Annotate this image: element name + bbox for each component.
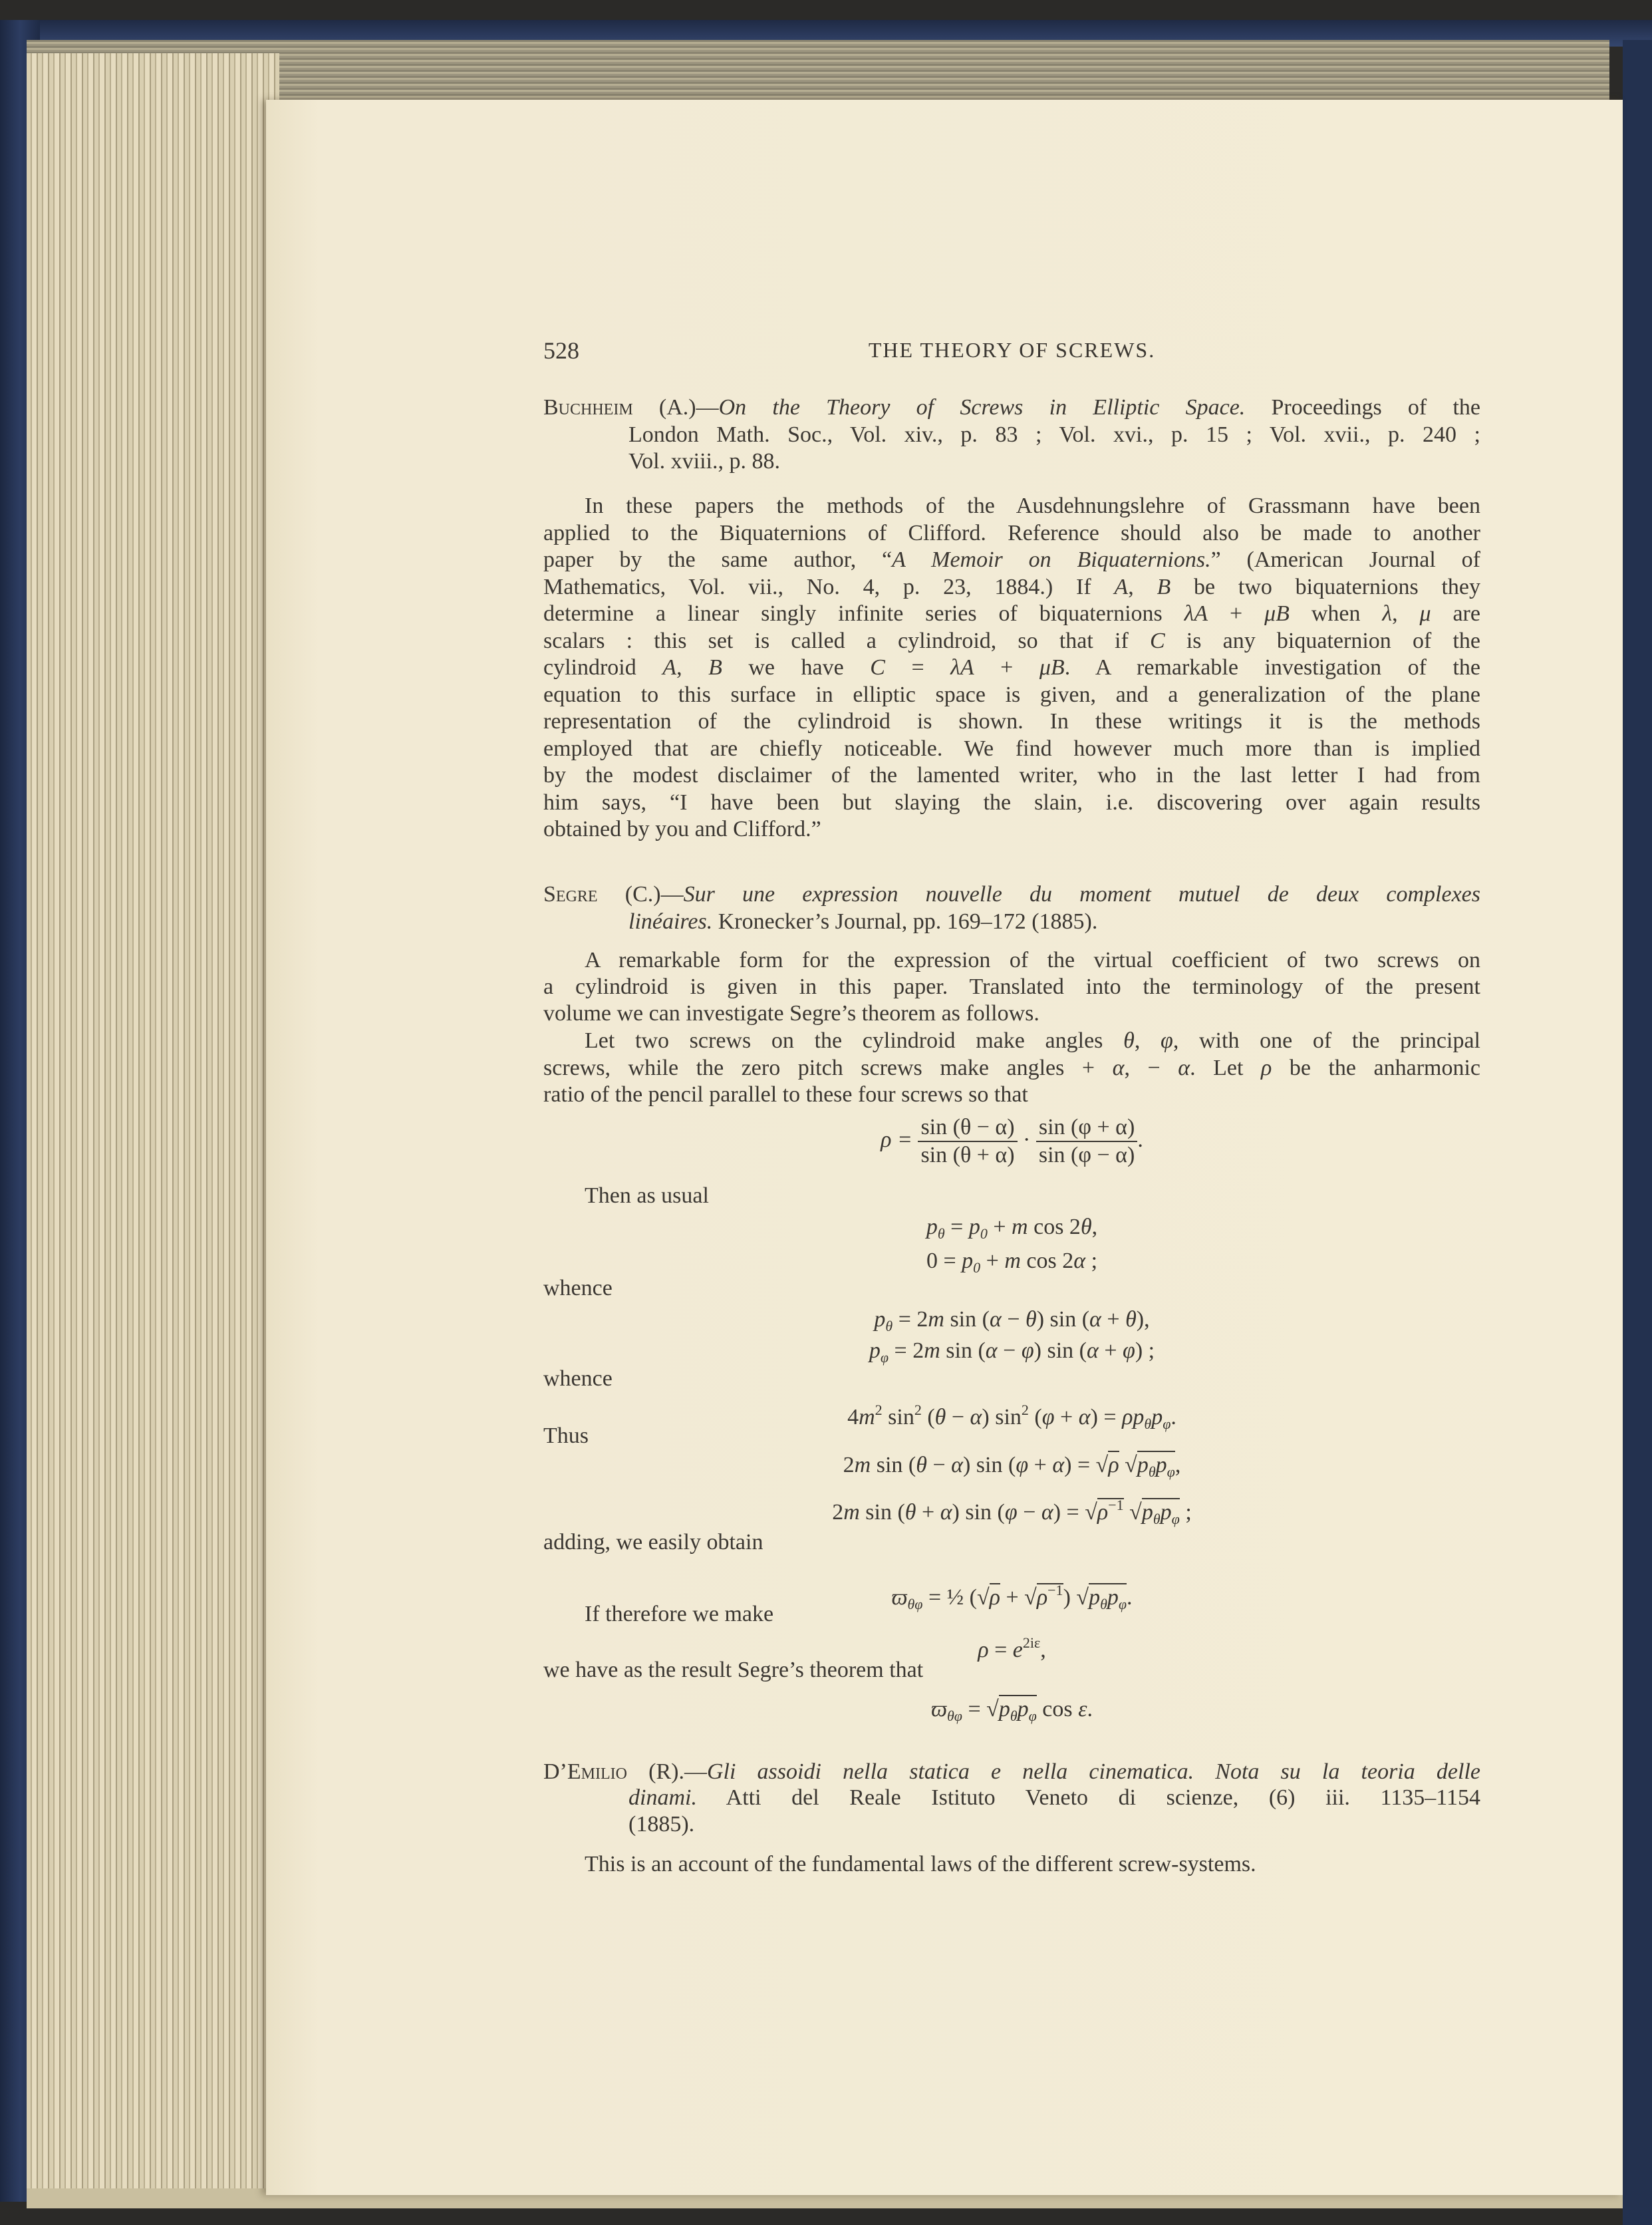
text-run: θ xyxy=(916,1453,927,1477)
text-run: , xyxy=(1174,1453,1181,1477)
paragraph-line xyxy=(585,1027,1480,1054)
text-run: D’Emilio xyxy=(543,1759,627,1784)
text-run: ” (American Journal of xyxy=(1210,547,1480,572)
superscript: 2 xyxy=(1021,1402,1029,1418)
text-run: Sur une expression nouvelle du moment mutuel de deux complexes xyxy=(683,882,1480,907)
text-run: Mathematics, Vol. vii., No. 4, p. 23, 1884.) If xyxy=(543,575,1115,599)
equation-rho-anharmonic xyxy=(543,1114,1480,1169)
text-run: α xyxy=(1112,1056,1125,1080)
subscript: θ xyxy=(937,1225,945,1242)
text-run: a cylindroid is given in this paper. Translated into the terminology of the present xyxy=(543,974,1480,999)
running-title: THE THEORY OF SCREWS. xyxy=(868,338,1156,362)
subscript: 0 xyxy=(973,1259,981,1276)
subscript: θφ xyxy=(907,1596,923,1612)
connective-text: whence xyxy=(543,1276,613,1300)
text-run: θ xyxy=(1125,1307,1137,1332)
text-run: φ xyxy=(1016,1453,1029,1477)
text-run: θ xyxy=(1026,1307,1037,1332)
text-run: paper by the same author, “ xyxy=(543,547,893,572)
text-run: 2 xyxy=(832,1500,844,1525)
paragraph-line xyxy=(543,762,1480,789)
text-run: . Let xyxy=(1190,1056,1261,1080)
text-run: − xyxy=(997,1338,1022,1363)
connective-text: adding, we easily obtain xyxy=(543,1530,763,1555)
text-run: is any biquaternion of the xyxy=(1165,629,1480,653)
text-run: ) sin ( xyxy=(952,1500,1005,1525)
text-run: Proceedings of the xyxy=(1245,395,1480,420)
text-run: λ xyxy=(1382,601,1393,626)
subscript: φ xyxy=(1118,1596,1127,1612)
equation xyxy=(543,1396,1480,1437)
text-run: μB xyxy=(1039,655,1065,680)
text-run: + xyxy=(916,1500,940,1525)
text-run: p xyxy=(1137,1453,1149,1477)
text-run: α xyxy=(1073,1249,1086,1273)
radicand xyxy=(1142,1498,1180,1525)
radicand xyxy=(1097,1498,1124,1525)
subscript: φ xyxy=(1163,1415,1171,1432)
text-run: m xyxy=(1012,1215,1028,1239)
text-run: ratio of the pencil parallel to these four screws so that xyxy=(543,1082,1028,1107)
text-run: are xyxy=(1431,601,1480,626)
radical-sign-icon: √ xyxy=(1076,1585,1089,1610)
paragraph-line xyxy=(585,947,1480,974)
text-run: μB xyxy=(1264,601,1290,626)
paragraph-line xyxy=(543,973,1480,1000)
text-run: 0 = xyxy=(926,1249,962,1273)
superscript: −1 xyxy=(1108,1497,1124,1513)
text-run: p xyxy=(1155,1453,1167,1477)
text-run: 2 xyxy=(843,1453,855,1477)
text-run: , xyxy=(1128,575,1157,599)
text-run: ρ xyxy=(1036,1585,1048,1610)
text-run: Kronecker’s Journal, pp. 169–172 (1885). xyxy=(712,909,1098,934)
text-run: ) sin xyxy=(982,1405,1022,1429)
subscript: φ xyxy=(1167,1463,1175,1480)
subscript: θ xyxy=(1148,1463,1156,1480)
citation-segre-line xyxy=(628,908,1097,935)
paragraph-line xyxy=(543,1054,1480,1082)
text-run: sin ( xyxy=(944,1307,990,1332)
text-run: (R).— xyxy=(626,1759,707,1784)
paragraph-line xyxy=(585,1851,1256,1878)
text-run: , xyxy=(1091,1215,1098,1239)
text-run: Gli assoidi nella statica e nella cinematica. Nota su la teoria delle xyxy=(706,1759,1480,1784)
subscript: φ xyxy=(1028,1707,1037,1724)
text-run: φ xyxy=(1021,1338,1034,1363)
page-side-edges xyxy=(27,53,279,2202)
radical-sign-icon: √ xyxy=(1024,1585,1037,1610)
citation-buchheim-line xyxy=(628,448,780,475)
text-run: ρ xyxy=(978,1638,989,1662)
equation-segre-theorem xyxy=(543,1696,1480,1729)
text-run: φ xyxy=(1123,1338,1135,1363)
text-run: ρ xyxy=(1097,1500,1109,1525)
text-run xyxy=(1119,1453,1125,1477)
text-run: ) xyxy=(1063,1585,1077,1610)
text-run: ( xyxy=(921,1405,935,1429)
fraction xyxy=(918,1114,1017,1169)
denominator: sin (θ + α) xyxy=(920,1143,1015,1167)
text-run: . xyxy=(1127,1585,1133,1610)
text-run: + xyxy=(1028,1453,1053,1477)
text-run: = ½ ( xyxy=(922,1585,977,1610)
text-run: (1885). xyxy=(628,1812,695,1837)
text-run: Let two screws on the cylindroid make angles xyxy=(585,1028,1124,1053)
radicand xyxy=(1137,1451,1175,1480)
radicand xyxy=(990,1583,1000,1610)
text-run: ) ; xyxy=(1135,1338,1155,1363)
text-run: B xyxy=(1157,575,1171,599)
text-run: This is an account of the fundamental laws of the different screw-systems. xyxy=(585,1852,1256,1876)
text-run: ) = xyxy=(1090,1405,1123,1429)
paragraph-line xyxy=(543,654,1480,681)
text-run: C xyxy=(1149,629,1165,653)
radicand xyxy=(1108,1451,1119,1477)
text-run: α xyxy=(1078,1405,1091,1429)
text-run: ) sin ( xyxy=(1036,1307,1090,1332)
text-run: applied to the Biquaternions of Clifford. Reference should also be made to another xyxy=(543,521,1480,545)
text-run: by the modest disclaimer of the lamented writer, who in the last letter I had from xyxy=(543,763,1480,788)
text-run: A xyxy=(1114,575,1129,599)
text-run: p xyxy=(1017,1697,1029,1721)
text-run: − xyxy=(1017,1500,1041,1525)
subscript: θ xyxy=(1010,1707,1018,1724)
text-run: m xyxy=(924,1338,940,1363)
text-run: dinami. xyxy=(628,1785,697,1810)
radical-sign-icon: √ xyxy=(976,1585,990,1610)
text-run: + xyxy=(987,1215,1012,1239)
text-run: = xyxy=(885,655,951,680)
numerator: sin (φ + α) xyxy=(1036,1114,1137,1142)
text-run: be the anharmonic xyxy=(1272,1056,1481,1080)
text-run: volume we can investigate Segre’s theorem as follows. xyxy=(543,1001,1039,1026)
paragraph-line xyxy=(543,600,1480,627)
citation-demilio-line xyxy=(628,1784,1480,1811)
text-run: m xyxy=(859,1405,875,1429)
text-run: α xyxy=(940,1500,952,1525)
connective-text: Then as usual xyxy=(585,1183,709,1208)
radical-sign-icon: √ xyxy=(1125,1453,1137,1477)
paragraph-line xyxy=(543,573,1480,601)
page-number: 528 xyxy=(543,337,579,364)
text-run: Vol. xviii., p. 88. xyxy=(628,449,780,474)
paragraph-line xyxy=(543,816,821,843)
text-run: , xyxy=(1134,1028,1161,1053)
connective-text: If therefore we make xyxy=(585,1602,774,1626)
text-run: ρp xyxy=(1122,1405,1145,1429)
text-run: ) = xyxy=(1064,1453,1096,1477)
text-run: p xyxy=(874,1307,886,1332)
text-run: = 2 xyxy=(893,1307,928,1332)
text-run: + xyxy=(974,655,1039,680)
text-run: p xyxy=(968,1215,980,1239)
text-run: ), xyxy=(1136,1307,1150,1332)
superscript: −1 xyxy=(1047,1582,1063,1598)
citation-demilio-line xyxy=(628,1811,694,1838)
text-run: when xyxy=(1289,601,1383,626)
radicand xyxy=(998,1695,1037,1724)
text-run: e xyxy=(1012,1638,1023,1662)
text-run: α xyxy=(1052,1453,1065,1477)
text-run: α xyxy=(1178,1056,1190,1080)
text-run: 4 xyxy=(847,1405,859,1429)
equation xyxy=(543,1247,1480,1281)
subscript: θ xyxy=(1153,1511,1161,1527)
equation xyxy=(543,1306,1480,1340)
subscript: θ xyxy=(885,1318,893,1334)
equation xyxy=(543,1213,1480,1247)
text-run: A remarkable form for the expression of the virtual coefficient of two screws on xyxy=(585,948,1480,972)
text-run: φ xyxy=(1004,1500,1018,1525)
text-run: ϖ xyxy=(930,1697,947,1721)
text-run: + xyxy=(980,1249,1005,1273)
text-run: + xyxy=(1208,601,1265,626)
text-run: m xyxy=(854,1453,871,1477)
fraction xyxy=(1036,1114,1137,1169)
text-run: ) sin ( xyxy=(962,1453,1016,1477)
text-run: = xyxy=(962,1697,987,1721)
text-run: μ xyxy=(1419,601,1431,626)
text-run: , − xyxy=(1124,1056,1178,1080)
connective-text: we have as the result Segre’s theorem that xyxy=(543,1658,924,1682)
text-run: cos 2 xyxy=(1028,1215,1081,1239)
text-run: − xyxy=(946,1405,970,1429)
text-run: sin ( xyxy=(871,1453,916,1477)
denominator: sin (φ − α) xyxy=(1038,1143,1135,1167)
radical-sign-icon: √ xyxy=(1085,1500,1097,1525)
text-run: screws, while the zero pitch screws make angles + xyxy=(543,1056,1113,1080)
text-run: . xyxy=(1087,1697,1093,1721)
text-run: sin ( xyxy=(859,1500,905,1525)
text-run: p xyxy=(1151,1405,1163,1429)
text-run: him says, “I have been but slaying the slain, i.e. discovering over again results xyxy=(543,790,1480,815)
text-run: C xyxy=(870,655,885,680)
text-run: = xyxy=(944,1215,969,1239)
text-run: Atti del Reale Istituto Veneto di scienze, (6) iii. 1135–1154 xyxy=(696,1785,1480,1810)
text-run: ρ xyxy=(1108,1453,1119,1477)
text-run: linéaires. xyxy=(628,909,713,934)
text-run: p xyxy=(1107,1585,1119,1610)
subscript: φ xyxy=(880,1349,889,1366)
paragraph-line xyxy=(543,519,1480,547)
paragraph-line xyxy=(585,492,1480,519)
subscript: θ xyxy=(1100,1596,1107,1612)
text-run: cylindroid xyxy=(543,655,663,680)
text-run: employed that are chiefly noticeable. We find however much more than is implied xyxy=(543,736,1480,761)
text-run: we have xyxy=(722,655,871,680)
text-run: ρ xyxy=(989,1585,1000,1610)
paragraph-line xyxy=(543,1000,1039,1027)
text-run: = 2 xyxy=(889,1338,924,1363)
text-run: ϖ xyxy=(891,1585,908,1610)
text-run: α xyxy=(989,1307,1002,1332)
text-run: + xyxy=(1000,1585,1025,1610)
connective-text: Thus xyxy=(543,1423,589,1448)
text-run: ) = xyxy=(1053,1500,1085,1525)
text-run xyxy=(1124,1500,1130,1525)
text-run: be two biquaternions they xyxy=(1170,575,1481,599)
text-run: α xyxy=(985,1338,998,1363)
text-run: p xyxy=(869,1338,881,1363)
text-run: London Math. Soc., Vol. xiv., p. 83 ; Vol. xvi., p. 15 ; Vol. xvii., p. 240 ; xyxy=(628,422,1480,447)
text-run: α xyxy=(1086,1338,1099,1363)
equation xyxy=(543,1491,1480,1533)
radical-sign-icon: √ xyxy=(1129,1500,1142,1525)
text-run: obtained by you and Clifford.” xyxy=(543,817,821,841)
text-run: θ xyxy=(904,1500,916,1525)
citation-buchheim-line xyxy=(628,421,1480,448)
text-run: φ xyxy=(1161,1028,1173,1053)
text-run: ρ xyxy=(1260,1056,1272,1080)
text-run: λA xyxy=(950,655,974,680)
subscript: 0 xyxy=(980,1225,988,1242)
text-run: + xyxy=(1054,1405,1079,1429)
subscript: θ xyxy=(1144,1415,1152,1432)
citation-demilio-line xyxy=(543,1758,1480,1785)
subscript: φ xyxy=(1171,1511,1180,1527)
text-run: , with one of the principal xyxy=(1172,1028,1480,1053)
superscript: 2iε xyxy=(1022,1634,1041,1651)
paragraph-line xyxy=(543,1081,1028,1108)
text-run: ) sin ( xyxy=(1033,1338,1087,1363)
text-run: ( xyxy=(1028,1405,1042,1429)
paragraph-line xyxy=(543,546,1480,573)
text-run: In these papers the methods of the Ausdehnungslehre of Grassmann have been xyxy=(585,494,1480,518)
text-run: sin ( xyxy=(940,1338,986,1363)
text-run: p xyxy=(926,1215,938,1239)
connective-text: whence xyxy=(543,1366,613,1391)
text-run: A Memoir on Biquaternions. xyxy=(892,547,1211,572)
text-run: θ xyxy=(1080,1215,1092,1239)
numerator: sin (θ − α) xyxy=(918,1114,1017,1142)
text-run: , xyxy=(676,655,709,680)
radicand xyxy=(1089,1583,1127,1610)
text-run: m xyxy=(928,1307,944,1332)
text-run: p xyxy=(1141,1500,1153,1525)
text-run: . A remarkable investigation of the xyxy=(1064,655,1480,680)
text-run: − xyxy=(1001,1307,1026,1332)
text-run: m xyxy=(843,1500,860,1525)
paragraph-line xyxy=(543,735,1480,762)
text-run: B xyxy=(708,655,722,680)
text-run: φ xyxy=(1041,1405,1055,1429)
text-run: ε xyxy=(1078,1697,1087,1721)
text-run: cos 2 xyxy=(1020,1249,1074,1273)
superscript: 2 xyxy=(875,1402,883,1418)
text-run: α xyxy=(970,1405,982,1429)
paragraph-line xyxy=(543,789,1480,816)
text-run: cos xyxy=(1036,1697,1079,1721)
period: . xyxy=(1137,1127,1143,1152)
equation xyxy=(543,1337,1480,1371)
text-run: θ xyxy=(1123,1028,1135,1053)
text-run: p xyxy=(1160,1500,1172,1525)
dot-operator: · xyxy=(1017,1127,1036,1152)
text-run: ; xyxy=(1085,1249,1098,1273)
text-run: λA xyxy=(1184,601,1208,626)
text-run: Segre xyxy=(543,882,598,907)
text-run: + xyxy=(1101,1307,1126,1332)
text-run: representation of the cylindroid is shown. In these writings it is the methods xyxy=(543,709,1480,734)
text-run: equation to this surface in elliptic space is given, and a generalization of the plane xyxy=(543,682,1480,707)
text-run: (C.)— xyxy=(597,882,684,907)
citation-segre-line xyxy=(543,881,1480,908)
radical-sign-icon: √ xyxy=(1095,1453,1109,1477)
text-run: A xyxy=(662,655,677,680)
paragraph-line xyxy=(543,627,1480,655)
text-run: determine a linear singly infinite series of biquaternions xyxy=(543,601,1184,626)
text-run: θ xyxy=(934,1405,946,1429)
text-run: . xyxy=(1170,1405,1176,1429)
text-run: = xyxy=(988,1638,1013,1662)
superscript: 2 xyxy=(914,1402,922,1418)
text-run: − xyxy=(926,1453,952,1477)
text-run: , xyxy=(1040,1638,1046,1662)
radicand xyxy=(1037,1583,1063,1610)
text-run: p xyxy=(998,1697,1010,1721)
text-run: scalars : this set is called a cylindroid, so that if xyxy=(543,629,1150,653)
paragraph-line xyxy=(543,681,1480,708)
subscript: θφ xyxy=(946,1707,962,1724)
text-run: (A.)— xyxy=(632,395,719,420)
text-run: α xyxy=(1041,1500,1053,1525)
text-run: p xyxy=(962,1249,974,1273)
text-run: m xyxy=(1004,1249,1021,1273)
book-cover-right xyxy=(1623,40,1652,2225)
text-run: ; xyxy=(1179,1500,1192,1525)
text-run: + xyxy=(1098,1338,1123,1363)
radical-sign-icon: √ xyxy=(986,1697,999,1721)
text-run: Buchheim xyxy=(543,395,633,420)
paragraph-line xyxy=(543,708,1480,735)
citation-buchheim-line xyxy=(543,394,1480,421)
text-run: , xyxy=(1392,601,1420,626)
text-run: sin xyxy=(882,1405,914,1429)
text-run: α xyxy=(951,1453,963,1477)
text-run: p xyxy=(1089,1585,1101,1610)
equation xyxy=(543,1451,1480,1485)
equation-lhs: ρ = xyxy=(881,1127,912,1152)
text-run: On the Theory of Screws in Elliptic Space. xyxy=(718,395,1246,420)
text-run: α xyxy=(1089,1307,1101,1332)
